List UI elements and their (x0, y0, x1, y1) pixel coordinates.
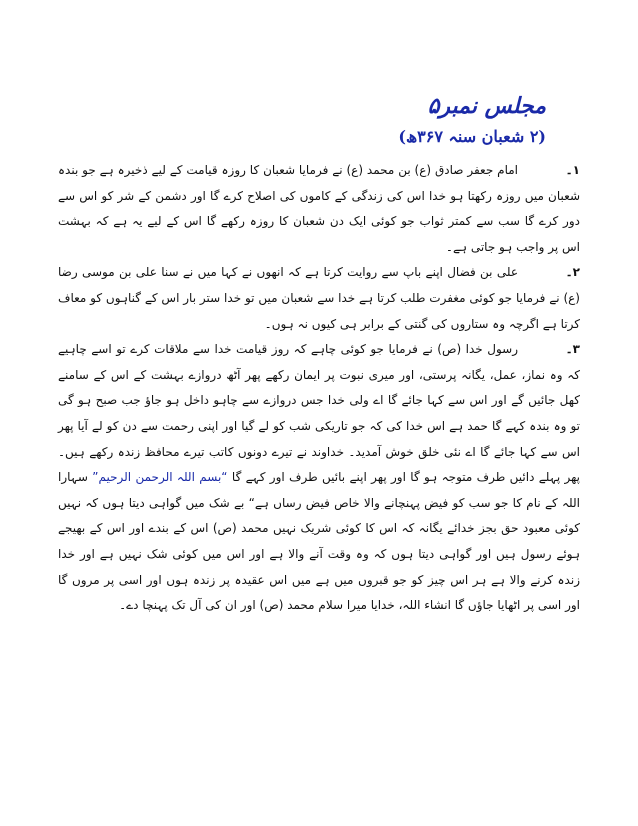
paragraph-2 (58, 260, 580, 337)
paragraph-number: ۱۔ (565, 163, 580, 177)
paragraph-1 (58, 158, 580, 260)
paragraph-text: امام جعفر صادق (ع) بن محمد (ع) نے فرمایا شعبان کا روزہ قیامت کے لیے ذخیرہ ہے جو بندہ شعبان میں روزہ رکھتا ہو خدا اس کی زندگی کے کاموں کی اصلاح کرے گا اور دشمن کے شر کو اس سے دور کرے گا سب سے کمتر ثواب جو کوئی ایک دن شعبان کا روزہ رکھے گا اس کے لیے یہ ہے کہ بہشت اس پر واجب ہو جاتی ہے۔ (58, 163, 580, 254)
paragraph-text-continued: سہارا اللہ کے نام کا جو سب کو فیض پہنچانے والا خاص فیض رساں ہے“ بے شک میں گواہی دیتا ہوں کہ نہیں کوئی معبود حق بجز خدائے یگانہ کہ اس کا کوئی شریک نہیں محمد (ص) اس کے بندے اور اس کے بھیجے ہوئے رسول ہیں اور گواہی دیتا ہوں کہ وہ وقت آنے والا ہے اور اس میں کوئی شک نہیں ہے اور خدا زندہ کرنے والا ہے ہر اس چیز کو جو قبروں میں ہے میں اس عقیدہ پر زندہ ہوں اور اسی پر مروں گا اور اسی پر اٹھایا جاؤں گا انشاء اللہ، خدایا میرا سلام محمد (ص) اور ان کی آل تک پہنچا دے۔ (58, 470, 580, 613)
paragraph-number: ۲۔ (565, 265, 580, 280)
paragraph-text: رسول خدا (ص) نے فرمایا جو کوئی چاہے کہ روز قیامت خدا سے ملاقات کرے تو اسے چاہیے کہ وہ نماز، عمل، یگانہ پرستی، اور میری نبوت پر ایمان رکھے پھر آٹھ دروازے بہشت کے اس کے سامنے کھل جائیں گے اور اس سے کہا جائے گا اے ولی خدا جس دروازے سے چاہو داخل ہو جاؤ جب صبح ہو گی تو وہ بندہ کہے گا حمد ہے اس خدا کی کہ جو تاریکی شب کو لے گیا اور اپنی رحمت سے دن کو لے آیا پھر اس سے کہا جائے گا اے نئی خلق خوش آمدید۔ خداوند نے تیرے دونوں کاتب تیرے محافظ زندہ رکھے ہیں۔ پھر پہلے دائیں طرف متوجہ ہو گا اور پھر اپنے بائیں طرف اور کہے گا (58, 342, 581, 485)
bismillah-quote: “بسم اللہ الرحمن الرحیم” (92, 470, 228, 485)
paragraph-number: ۳۔ (565, 342, 580, 357)
paragraph-text: علی بن فضال اپنے باپ سے روایت کرتا ہے کہ انھوں نے کہا میں نے سنا علی بن موسی رضا (ع) نے فرمایا جو کوئی مغفرت طلب کرتا ہے خدا سے شعبان میں تو خدا ستر بار اس کے گناہوں کو معاف کرتا ہے اگرچہ وہ ستاروں کی گنتی کے برابر ہی کیوں نہ ہوں۔ (58, 265, 580, 331)
body-text (58, 158, 580, 619)
page-title: مجلس نمبر۵ (427, 93, 546, 119)
page-date: (۲ شعبان سنہ ۳۶۷ھ) (398, 127, 546, 146)
paragraph-3 (58, 337, 580, 619)
